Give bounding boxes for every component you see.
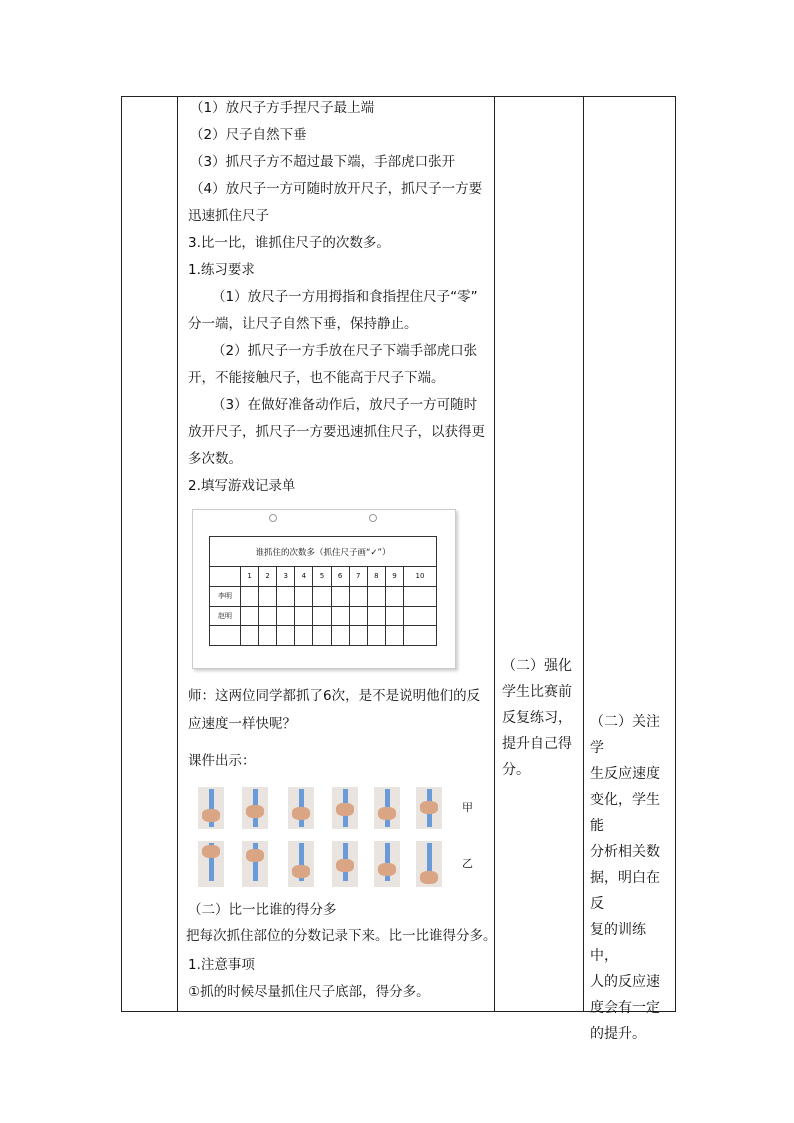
text-line: 分一端，让尺子自然下垂，保持静止。: [188, 316, 418, 332]
ruler-photo: [374, 787, 400, 829]
record-sheet-image: [192, 509, 456, 669]
grid-header: 7: [349, 567, 367, 587]
grid-header: 9: [385, 567, 403, 587]
table-divider: [583, 97, 584, 1011]
ruler-photo: [416, 841, 442, 887]
row-label: 甲: [462, 801, 473, 814]
text-line: （2）抓尺子一方手放在尺子下端手部虎口张: [212, 343, 478, 359]
record-title: 谁抓住的次数多（抓住尺子画“✓”）: [210, 537, 437, 567]
text-line: 把每次抓住部位的分数记录下来。比一比谁得分多。: [186, 928, 497, 944]
ruler-photo: [288, 841, 314, 887]
grid-cell: [210, 567, 241, 587]
grid-header: 2: [259, 567, 277, 587]
text-line: 分析相关数: [590, 844, 660, 860]
ruler-photo: [332, 841, 358, 887]
grid-row-label: 李明: [210, 586, 241, 606]
binder-hole: [269, 514, 277, 522]
grid-header: 6: [331, 567, 349, 587]
text-line: （二）比一比谁的得分多: [188, 902, 337, 918]
text-line: 多次数。: [188, 451, 242, 467]
record-grid: [209, 536, 437, 646]
text-line: （3）抓尺子方不超过最下端，手部虎口张开: [190, 154, 456, 170]
text-line: 复的训练中，: [590, 922, 646, 964]
text-line: （3）在做好准备动作后，放尺子一方可随时: [212, 397, 478, 413]
text-line: 变化，学生能: [590, 792, 660, 834]
text-line: 的提升。: [590, 1026, 646, 1042]
text-line: 应速度一样快呢？: [188, 716, 296, 732]
binder-hole: [369, 514, 377, 522]
text-line: （2）尺子自然下垂: [190, 127, 307, 143]
grid-header: 10: [403, 567, 436, 587]
grid-header: 4: [295, 567, 313, 587]
grid-row-label: 赵明: [210, 606, 241, 626]
intent-column: [502, 653, 580, 783]
ruler-photo: [242, 841, 268, 887]
text-line: 度会有一定: [590, 1000, 660, 1016]
grid-header: 8: [367, 567, 385, 587]
text-line: 提升自己得: [502, 736, 572, 752]
text-line: 反复练习，: [502, 710, 572, 726]
text-line: 据，明白在反: [590, 870, 660, 912]
text-line: 学生比赛前: [502, 684, 572, 700]
row-label: 乙: [462, 857, 473, 870]
ruler-photo: [332, 787, 358, 829]
grid-row-label: [210, 626, 241, 646]
ruler-photo: [242, 787, 268, 829]
text-line: 课件出示：: [188, 753, 256, 769]
text-line: ①抓的时候尽量抓住尺子底部，得分多。: [188, 984, 430, 1000]
text-line: 2.填写游戏记录单: [188, 478, 296, 494]
text-line: 1.注意事项: [188, 957, 255, 973]
grid-header: 5: [313, 567, 331, 587]
ruler-photo: [374, 841, 400, 887]
text-line: 1.练习要求: [188, 262, 255, 278]
text-line: 开，不能接触尺子，也不能高于尺子下端。: [188, 370, 445, 386]
text-line: 生反应速度: [590, 766, 660, 782]
text-line: （二）关注学: [590, 714, 660, 756]
grid-header: 1: [241, 567, 259, 587]
text-line: （1）放尺子一方用拇指和食指捏住尺子“零”: [212, 289, 478, 305]
text-line: （二）强化: [502, 658, 572, 674]
text-line: （1）放尺子方手捏尺子最上端: [190, 100, 375, 116]
ruler-photo: [198, 841, 224, 887]
evaluation-column: [590, 709, 672, 1047]
text-line: 3.比一比，谁抓住尺子的次数多。: [188, 235, 390, 251]
lesson-table: [121, 96, 676, 1042]
grid-header: 3: [277, 567, 295, 587]
text-line: 分。: [502, 762, 530, 778]
ruler-photo: [198, 787, 224, 829]
text-line: （4）放尺子一方可随时放开尺子，抓尺子一方要: [190, 181, 483, 197]
text-line: 迅速抓住尺子: [188, 208, 269, 224]
activity-column: [178, 97, 497, 1011]
text-line: 师：这两位同学都抓了6次，是不是说明他们的反: [188, 688, 481, 704]
text-line: 人的反应速: [590, 974, 660, 990]
ruler-photo: [288, 787, 314, 829]
text-line: 放开尺子，抓尺子一方要迅速抓住尺子，以获得更: [188, 424, 485, 440]
ruler-photo: [416, 787, 442, 829]
table-divider: [494, 97, 495, 1011]
